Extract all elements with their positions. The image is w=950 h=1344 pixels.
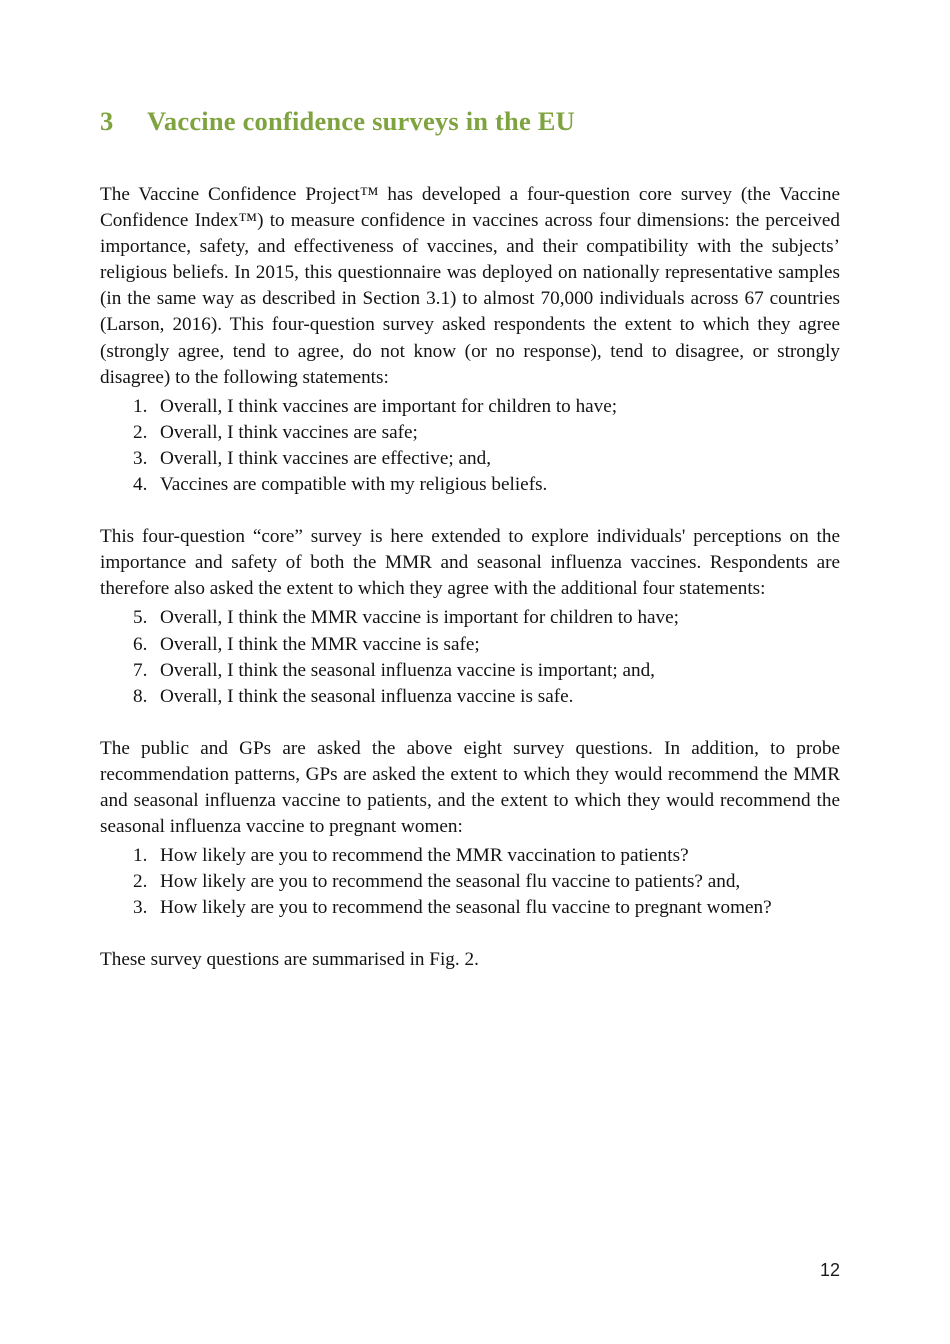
list-item-number: 1. (133, 395, 148, 417)
page-content (100, 104, 840, 974)
spacer (100, 710, 840, 736)
list-item-label: Overall, I think the MMR vaccine is important for children to have; (160, 607, 679, 629)
paragraph-intro: The Vaccine Confidence Project™ has developed a four-question core survey (the Vaccine Confidence Index™) to measure confidence in vaccines across four dimensions: the perceived importance, safety, and effectiveness of vaccines, and their compatibility with the subjects’ religious beliefs. In 2015, this questionnaire was deployed on nationally representative samples (in the same way as described in Section 3.1) to almost 70,000 individuals across 67 countries (Larson, 2016). This four-question survey asked respondents the extent to which they agree (strongly agree, tend to agree, do not know (or no response), tend to disagree, or strongly disagree) to the following statements: (100, 184, 840, 388)
gp-questions-list (100, 843, 840, 921)
additional-statements-list (100, 605, 840, 709)
list-item-number: 8. (133, 685, 148, 707)
list-item-label: Overall, I think vaccines are important for children to have; (160, 395, 618, 417)
list-item-label: Overall, I think vaccines are effective; and, (160, 447, 492, 469)
list-item-number: 6. (133, 633, 148, 655)
list-item (100, 869, 840, 895)
list-item (100, 658, 840, 684)
spacer (100, 138, 840, 182)
list-item (100, 684, 840, 710)
section-title: Vaccine confidence surveys in the EU (147, 106, 575, 136)
list-item-label: Vaccines are compatible with my religious beliefs. (160, 474, 548, 496)
list-item (100, 472, 840, 498)
list-item-number: 1. (133, 845, 148, 867)
list-item-label: Overall, I think the MMR vaccine is safe; (160, 633, 480, 655)
list-item (100, 394, 840, 420)
list-item-label: How likely are you to recommend the MMR vaccination to patients? (160, 845, 689, 867)
list-item (100, 446, 840, 472)
paragraph-extension: This four-question “core” survey is here extended to explore individuals' perceptions on the importance and safety of both the MMR and seasonal influenza vaccines. Respondents are therefore also asked the extent to which they agree with the additional four statements: (100, 526, 840, 600)
section-number: 3 (100, 106, 114, 136)
spacer (100, 498, 840, 524)
list-item-number: 4. (133, 474, 148, 496)
paragraph-closing: These survey questions are summarised in Fig. 2. (100, 949, 479, 971)
list-item-label: How likely are you to recommend the seasonal flu vaccine to patients? and, (160, 871, 741, 893)
list-item-number: 5. (133, 607, 148, 629)
section-heading (100, 104, 840, 138)
core-statements-list (100, 394, 840, 498)
list-item-label: Overall, I think the seasonal influenza vaccine is safe. (160, 685, 574, 707)
list-item-number: 3. (133, 447, 148, 469)
list-item-number: 3. (133, 897, 148, 919)
list-item (100, 605, 840, 631)
list-item-label: Overall, I think vaccines are safe; (160, 421, 418, 443)
list-item-label: How likely are you to recommend the seasonal flu vaccine to pregnant women? (160, 897, 772, 919)
list-item-number: 2. (133, 421, 148, 443)
paragraph-gp-recommendation: The public and GPs are asked the above eight survey questions. In addition, to probe recommendation patterns, GPs are asked the extent to which they would recommend the MMR and seasonal influenza vaccine to patients, and the extent to which they would recommend the seasonal influenza vaccine to pregnant women: (100, 737, 840, 838)
list-item-number: 2. (133, 871, 148, 893)
page-number: 12 (819, 1260, 840, 1280)
list-item (100, 632, 840, 658)
list-item-label: Overall, I think the seasonal influenza vaccine is important; and, (160, 659, 655, 681)
list-item-number: 7. (133, 659, 148, 681)
list-item (100, 895, 840, 921)
list-item (100, 843, 840, 869)
list-item (100, 420, 840, 446)
spacer (100, 921, 840, 947)
